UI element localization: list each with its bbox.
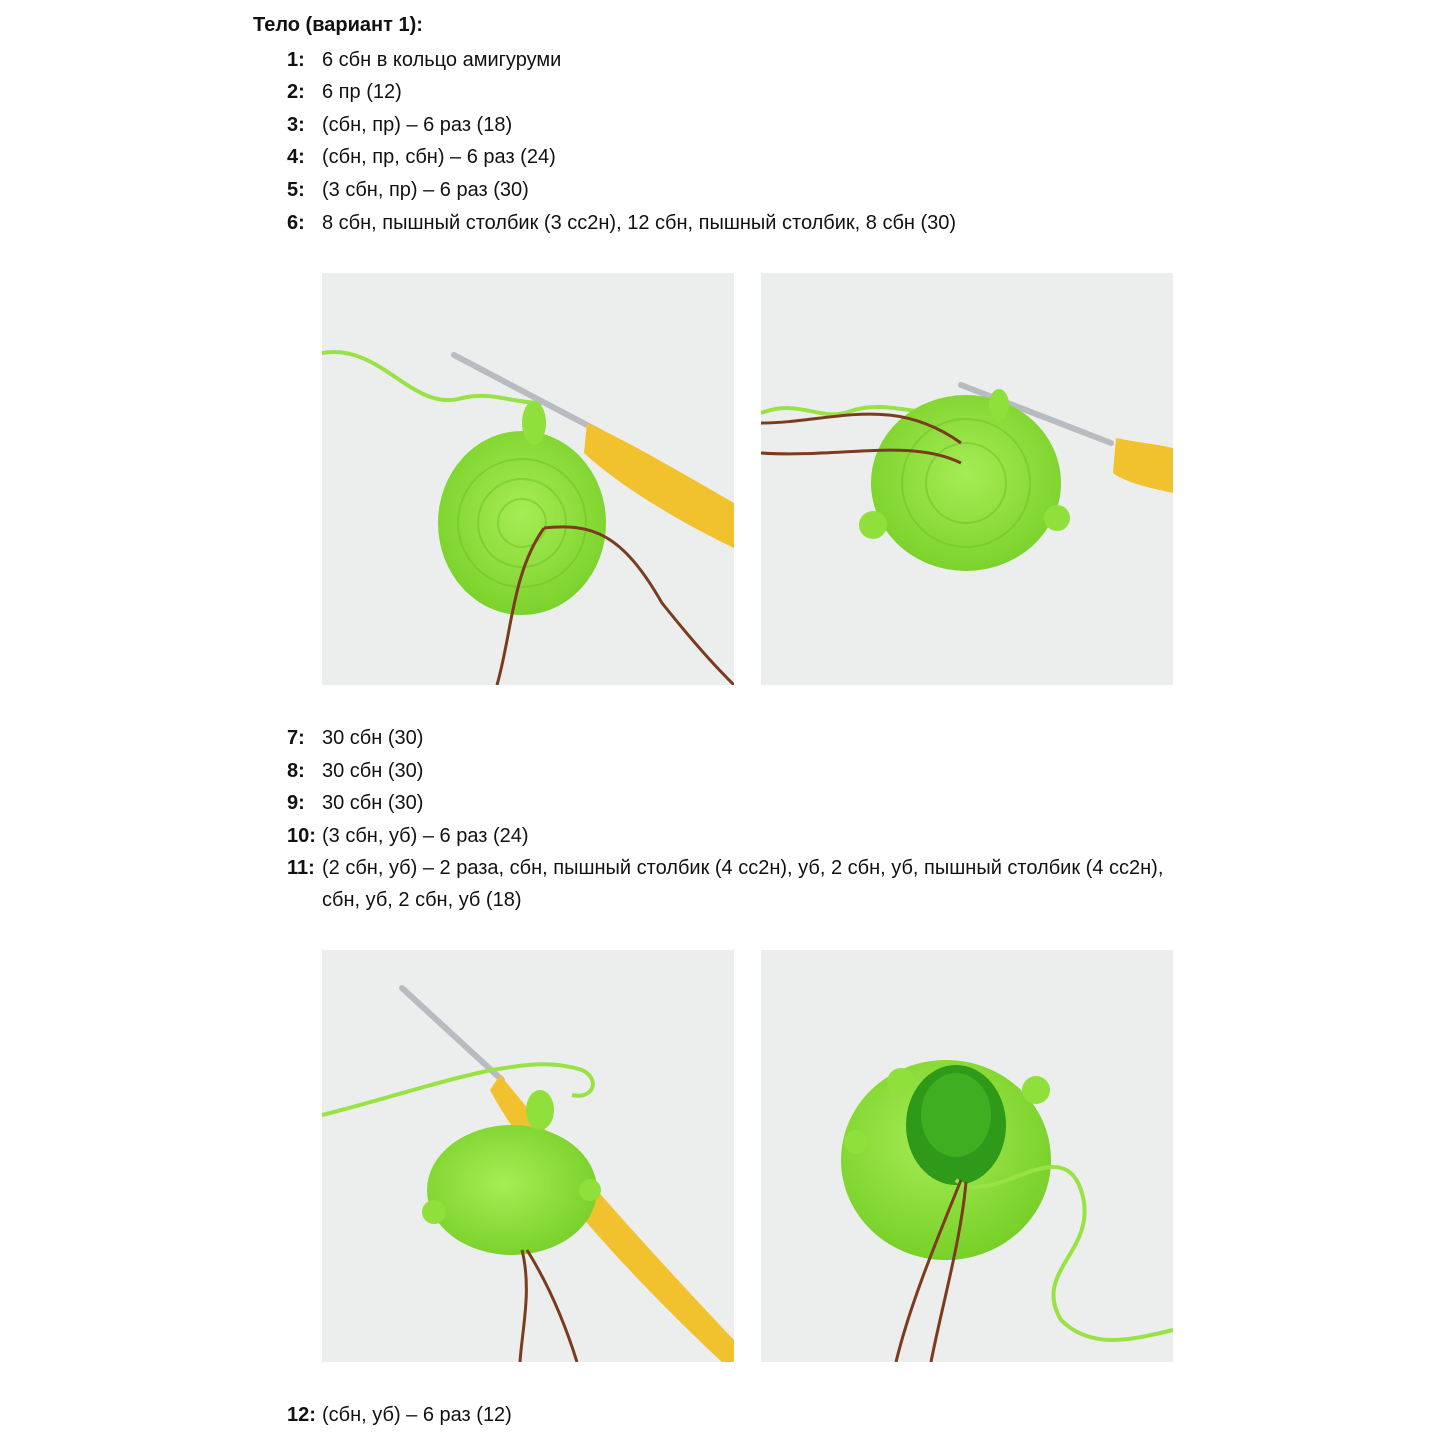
row-number: 7:	[287, 727, 305, 749]
row-text: 8 сбн, пышный столбик (3 сс2н), 12 сбн, пышный столбик, 8 сбн (30)	[322, 212, 957, 234]
row-text: (сбн, уб) – 6 раз (12)	[322, 1404, 512, 1426]
row-number: 11:	[287, 857, 315, 879]
row-text: (сбн, пр) – 6 раз (18)	[322, 114, 513, 136]
row-number: 6:	[287, 212, 305, 234]
pattern-row	[287, 44, 1167, 76]
row-text: (3 сбн, уб) – 6 раз (24)	[322, 825, 529, 847]
pattern-row	[287, 1399, 1167, 1431]
row-number: 10:	[287, 825, 316, 847]
row-number: 4:	[287, 146, 305, 168]
row-number: 12:	[287, 1404, 316, 1426]
row-text: 6 сбн в кольцо амигуруми	[322, 49, 562, 71]
row-text: 30 сбн (30)	[322, 760, 424, 782]
row-number: 9:	[287, 792, 305, 814]
photo-open-top	[761, 950, 1173, 1362]
photo-circle-puffs	[761, 273, 1173, 685]
pattern-row	[287, 755, 1167, 787]
pattern-row	[287, 852, 1167, 916]
pattern-row	[287, 207, 1167, 239]
photo-flat-circle	[322, 273, 734, 685]
row-text: 30 сбн (30)	[322, 727, 424, 749]
row-number: 5:	[287, 179, 305, 201]
pattern-row	[287, 141, 1167, 173]
row-text: (2 сбн, уб) – 2 раза, сбн, пышный столбик (4 сс2н), уб, 2 сбн, уб, пышный столбик (4 сс2н), сбн, уб, 2 сбн, уб (18)	[322, 857, 1164, 911]
row-number: 8:	[287, 760, 305, 782]
row-text: 6 пр (12)	[322, 81, 402, 103]
pattern-row	[287, 76, 1167, 108]
photo-side-view	[322, 950, 734, 1362]
row-text: 30 сбн (30)	[322, 792, 424, 814]
pattern-row	[287, 174, 1167, 206]
pattern-row	[287, 787, 1167, 819]
row-number: 2:	[287, 81, 305, 103]
pattern-row	[287, 820, 1167, 852]
section-title: Тело (вариант 1):	[253, 14, 423, 36]
pattern-row	[287, 722, 1167, 754]
row-number: 1:	[287, 49, 305, 71]
pattern-row	[287, 109, 1167, 141]
row-text: (сбн, пр, сбн) – 6 раз (24)	[322, 146, 556, 168]
row-number: 3:	[287, 114, 305, 136]
row-text: (3 сбн, пр) – 6 раз (30)	[322, 179, 529, 201]
